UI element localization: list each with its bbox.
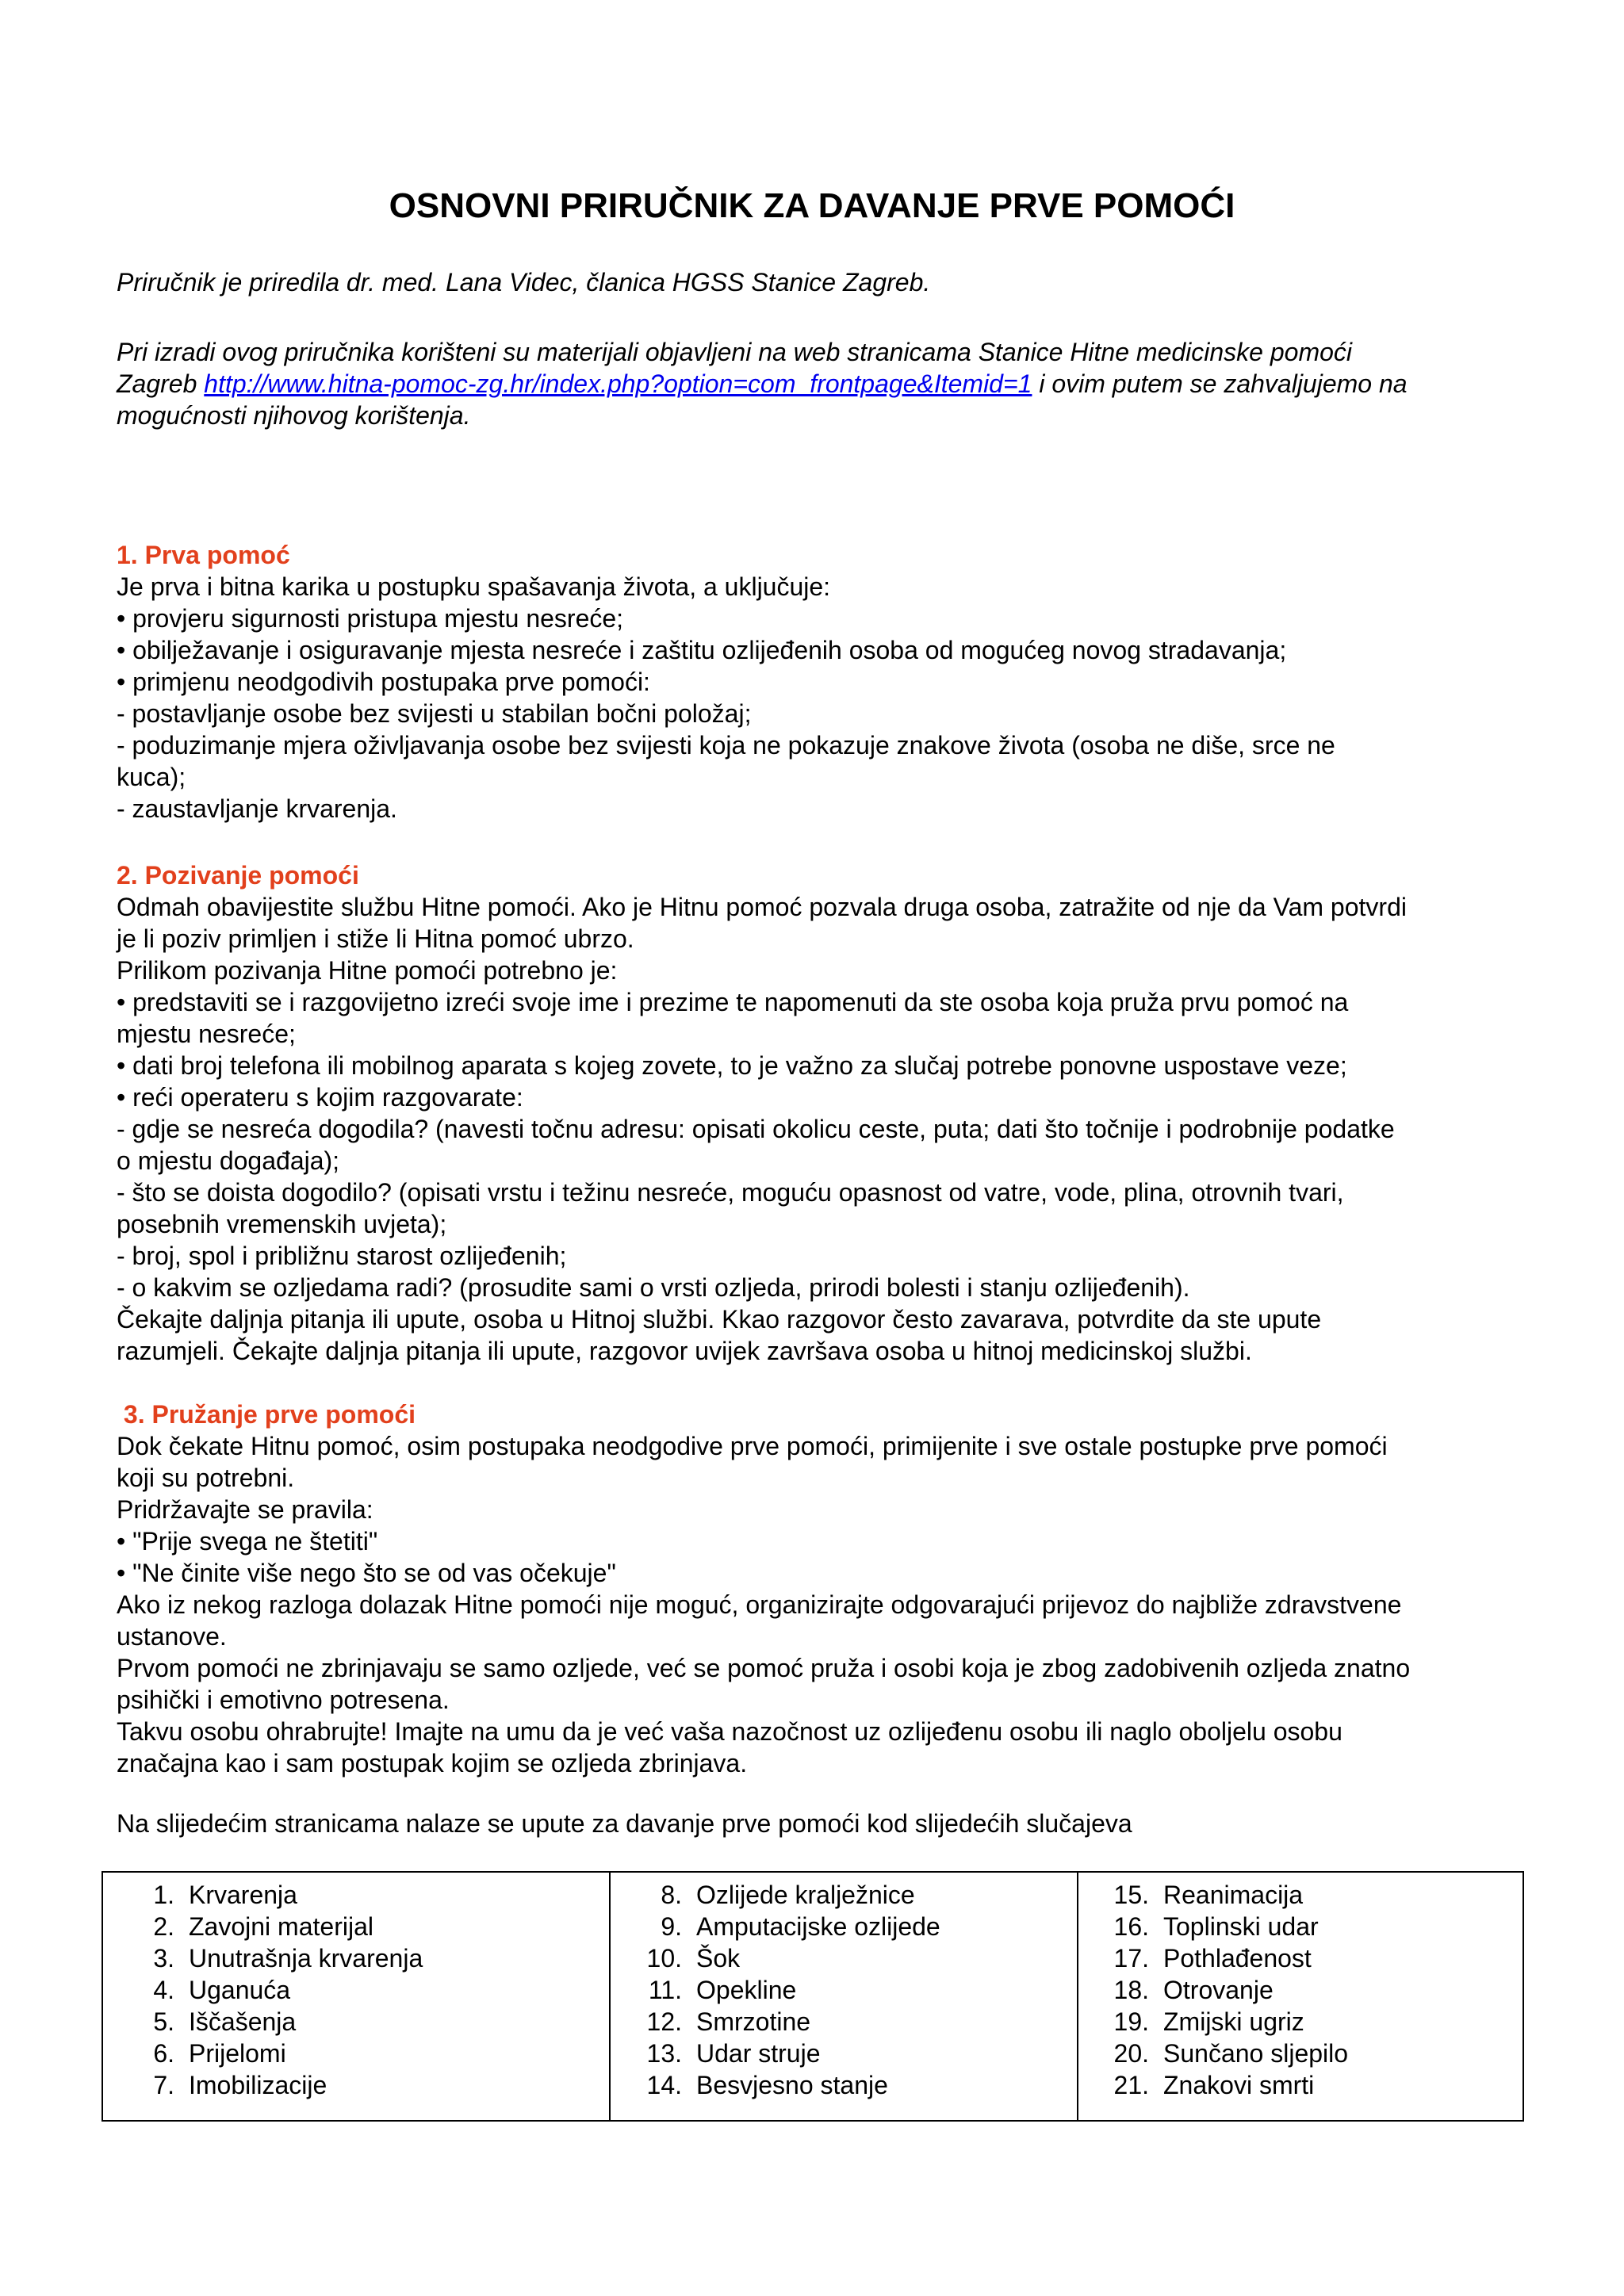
source-link[interactable]: http://www.hitna-pomoc-zg.hr/index.php?option=com_frontpage&Itemid=1 bbox=[204, 369, 1032, 398]
topic-item bbox=[611, 2006, 1077, 2038]
topic-label: Udar struje bbox=[696, 2039, 821, 2068]
topic-number: 17. bbox=[1113, 1944, 1149, 1973]
closing-line: Na slijedećim stranicama nalaze se upute za davanje prve pomoći kod slijedećih slučajeva bbox=[117, 1809, 1132, 1838]
section-line: - poduzimanje mjera oživljavanja osobe bez svijesti koja ne pokazuje znakove života (osoba ne diše, srce ne bbox=[117, 731, 1335, 760]
section-line: psihički i emotivno potresena. bbox=[117, 1686, 450, 1714]
section-line: - o kakvim se ozljedama radi? (prosudite sami o vrsti ozljeda, prirodi bolesti i stanju ozlijeđenih). bbox=[117, 1273, 1190, 1302]
section-heading: 2. Pozivanje pomoći bbox=[117, 861, 359, 890]
section-line: Prvom pomoći ne zbrinjavaju se samo ozljede, već se pomoć pruža i osobi koja je zbog zadobivenih ozljeda znatno bbox=[117, 1654, 1411, 1682]
topic-label: Smrzotine bbox=[696, 2007, 811, 2036]
topic-label: Iščašenja bbox=[189, 2007, 297, 2036]
author-note bbox=[117, 266, 1520, 298]
topic-number: 14. bbox=[646, 2071, 682, 2099]
topic-label: Opekline bbox=[696, 1976, 797, 2004]
section-line: Pridržavajte se pravila: bbox=[117, 1495, 373, 1524]
topic-number: 4. bbox=[153, 1976, 174, 2004]
section-line: • dati broj telefona ili mobilnog aparata s kojeg zovete, to je važno za slučaj potrebe ponovne uspostave veze; bbox=[117, 1051, 1347, 1080]
topic-item bbox=[103, 2038, 609, 2069]
topic-number: 8. bbox=[661, 1881, 682, 1909]
section-line: • "Ne činite više nego što se od vas očekuje" bbox=[117, 1559, 616, 1587]
topic-number: 20. bbox=[1113, 2039, 1149, 2068]
section-line: je li poziv primljen i stiže li Hitna pomoć ubrzo. bbox=[117, 924, 634, 953]
topic-item bbox=[1078, 1974, 1522, 2006]
topic-number: 7. bbox=[153, 2071, 174, 2099]
topic-label: Amputacijske ozlijede bbox=[696, 1912, 940, 1941]
author-line: Priručnik je priredila dr. med. Lana Videc, članica HGSS Stanice Zagreb. bbox=[117, 268, 931, 297]
source-suffix: i ovim putem se zahvaljujemo na bbox=[1032, 369, 1408, 398]
topic-label: Pothlađenost bbox=[1163, 1944, 1312, 1973]
section-line: • provjeru sigurnosti pristupa mjestu nesreće; bbox=[117, 604, 624, 633]
topic-label: Uganuća bbox=[189, 1976, 291, 2004]
topic-number: 9. bbox=[661, 1912, 682, 1941]
source-line-1: Pri izradi ovog priručnika korišteni su materijali objavljeni na web stranicama Stanice Hitne medicinske pomoći bbox=[117, 338, 1353, 366]
section-line: Čekajte daljnja pitanja ili upute, osoba u Hitnoj službi. Kkao razgovor često zavarava, potvrdite da ste upute bbox=[117, 1305, 1322, 1334]
topic-list bbox=[611, 1879, 1077, 2101]
topic-number: 1. bbox=[153, 1881, 174, 1909]
topic-item bbox=[1078, 2069, 1522, 2101]
topics-table bbox=[102, 1871, 1524, 2122]
topic-item bbox=[1078, 1911, 1522, 1942]
section-line: koji su potrebni. bbox=[117, 1464, 295, 1492]
section-line: posebnih vremenskih uvjeta); bbox=[117, 1210, 447, 1238]
topics-column-3 bbox=[1078, 1872, 1523, 2121]
topic-number: 18. bbox=[1113, 1976, 1149, 2004]
topic-number: 16. bbox=[1113, 1912, 1149, 1941]
topic-number: 2. bbox=[153, 1912, 174, 1941]
topics-column-1 bbox=[102, 1872, 610, 2121]
source-line-2 bbox=[117, 368, 1520, 400]
topic-label: Krvarenja bbox=[189, 1881, 297, 1909]
topic-item bbox=[1078, 1942, 1522, 1974]
section-line: Je prva i bitna karika u postupku spašavanja života, a uključuje: bbox=[117, 572, 831, 601]
topic-number: 13. bbox=[646, 2039, 682, 2068]
section-line: • "Prije svega ne štetiti" bbox=[117, 1527, 378, 1556]
section-line: razumjeli. Čekajte daljnja pitanja ili upute, razgovor uvijek završava osoba u hitnoj medicinskoj službi. bbox=[117, 1337, 1252, 1365]
topic-label: Šok bbox=[696, 1944, 741, 1973]
section-line: - zaustavljanje krvarenja. bbox=[117, 794, 397, 823]
topic-number: 21. bbox=[1113, 2071, 1149, 2099]
topic-label: Otrovanje bbox=[1163, 1976, 1274, 2004]
section-heading: 3. Pružanje prve pomoći bbox=[117, 1400, 416, 1429]
topic-label: Besvjesno stanje bbox=[696, 2071, 888, 2099]
section-line: - što se doista dogodilo? (opisati vrstu i težinu nesreće, moguću opasnost od vatre, vode, plina, otrovnih tvari, bbox=[117, 1178, 1344, 1207]
topic-item bbox=[103, 2069, 609, 2101]
section-line: ustanove. bbox=[117, 1622, 227, 1651]
topic-label: Toplinski udar bbox=[1163, 1912, 1319, 1941]
section-line: - broj, spol i približnu starost ozlijeđenih; bbox=[117, 1242, 567, 1270]
topic-item bbox=[103, 1911, 609, 1942]
topic-number: 5. bbox=[153, 2007, 174, 2036]
table-row bbox=[102, 1872, 1523, 2121]
section-line: • reći operateru s kojim razgovarate: bbox=[117, 1083, 523, 1112]
section-first-aid bbox=[117, 539, 1520, 825]
section-line: • predstaviti se i razgovijetno izreći svoje ime i prezime te napomenuti da ste osoba koja pruža prvu pomoć na bbox=[117, 988, 1349, 1016]
topic-number: 19. bbox=[1113, 2007, 1149, 2036]
topic-number: 15. bbox=[1113, 1881, 1149, 1909]
topic-item bbox=[1078, 1879, 1522, 1911]
section-calling-help bbox=[117, 859, 1520, 1367]
source-prefix: Zagreb bbox=[117, 369, 205, 398]
topic-label: Zmijski ugriz bbox=[1163, 2007, 1304, 2036]
topic-label: Imobilizacije bbox=[189, 2071, 327, 2099]
topic-list bbox=[103, 1879, 609, 2101]
topic-label: Prijelomi bbox=[189, 2039, 286, 2068]
topic-item bbox=[611, 2038, 1077, 2069]
section-heading: 1. Prva pomoć bbox=[117, 541, 290, 569]
topic-label: Zavojni materijal bbox=[189, 1912, 373, 1941]
section-line: - gdje se nesreća dogodila? (navesti točnu adresu: opisati okolicu ceste, puta; dati što točnije i podrobnije podatke bbox=[117, 1115, 1395, 1143]
topic-item bbox=[611, 1879, 1077, 1911]
section-line: značajna kao i sam postupak kojim se ozljeda zbrinjava. bbox=[117, 1749, 748, 1777]
section-line: kuca); bbox=[117, 763, 186, 791]
topic-item bbox=[1078, 2038, 1522, 2069]
source-line-3: mogućnosti njihovog korištenja. bbox=[117, 401, 471, 430]
topic-number: 12. bbox=[646, 2007, 682, 2036]
topic-item bbox=[103, 1974, 609, 2006]
topic-item bbox=[103, 2006, 609, 2038]
section-line: Takvu osobu ohrabrujte! Imajte na umu da je već vaša nazočnost uz ozlijeđenu osobu ili naglo oboljelu osobu bbox=[117, 1717, 1342, 1746]
section-line: Dok čekate Hitnu pomoć, osim postupaka neodgodive prve pomoći, primijenite i sve ostale postupke prve pomoći bbox=[117, 1432, 1388, 1460]
topic-item bbox=[611, 1942, 1077, 1974]
topic-number: 3. bbox=[153, 1944, 174, 1973]
topic-label: Reanimacija bbox=[1163, 1881, 1304, 1909]
section-line: • obilježavanje i osiguravanje mjesta nesreće i zaštitu ozlijeđenih osoba od mogućeg novog stradavanja; bbox=[117, 636, 1287, 664]
topic-item bbox=[611, 1974, 1077, 2006]
topic-item bbox=[103, 1879, 609, 1911]
topic-item bbox=[103, 1942, 609, 1974]
topic-label: Znakovi smrti bbox=[1163, 2071, 1315, 2099]
topic-number: 6. bbox=[153, 2039, 174, 2068]
section-line: Ako iz nekog razloga dolazak Hitne pomoći nije moguć, organizirajte odgovarajući prijevoz do najbliže zdravstvene bbox=[117, 1590, 1402, 1619]
section-line: Odmah obavijestite službu Hitne pomoći. Ako je Hitnu pomoć pozvala druga osoba, zatražite od nje da Vam potvrdi bbox=[117, 893, 1407, 921]
section-line: Prilikom pozivanja Hitne pomoći potrebno je: bbox=[117, 956, 618, 985]
page-title: OSNOVNI PRIRUČNIK ZA DAVANJE PRVE POMOĆI bbox=[389, 186, 1235, 225]
topic-number: 11. bbox=[648, 1976, 682, 2004]
section-line: - postavljanje osobe bez svijesti u stabilan bočni položaj; bbox=[117, 699, 752, 728]
topic-label: Ozlijede kralježnice bbox=[696, 1881, 915, 1909]
section-providing-aid bbox=[117, 1399, 1520, 1779]
section-line: mjestu nesreće; bbox=[117, 1020, 296, 1048]
section-line: • primjenu neodgodivih postupaka prve pomoći: bbox=[117, 668, 650, 696]
section-line: o mjestu događaja); bbox=[117, 1146, 340, 1175]
topic-label: Unutrašnja krvarenja bbox=[189, 1944, 423, 1973]
topic-item bbox=[611, 2069, 1077, 2101]
source-note bbox=[117, 336, 1520, 431]
topic-item bbox=[1078, 2006, 1522, 2038]
topics-column-2 bbox=[610, 1872, 1078, 2121]
closing-note bbox=[117, 1808, 1520, 1839]
topic-item bbox=[611, 1911, 1077, 1942]
topic-label: Sunčano sljepilo bbox=[1163, 2039, 1349, 2068]
topic-list bbox=[1078, 1879, 1522, 2101]
topic-number: 10. bbox=[646, 1944, 682, 1973]
